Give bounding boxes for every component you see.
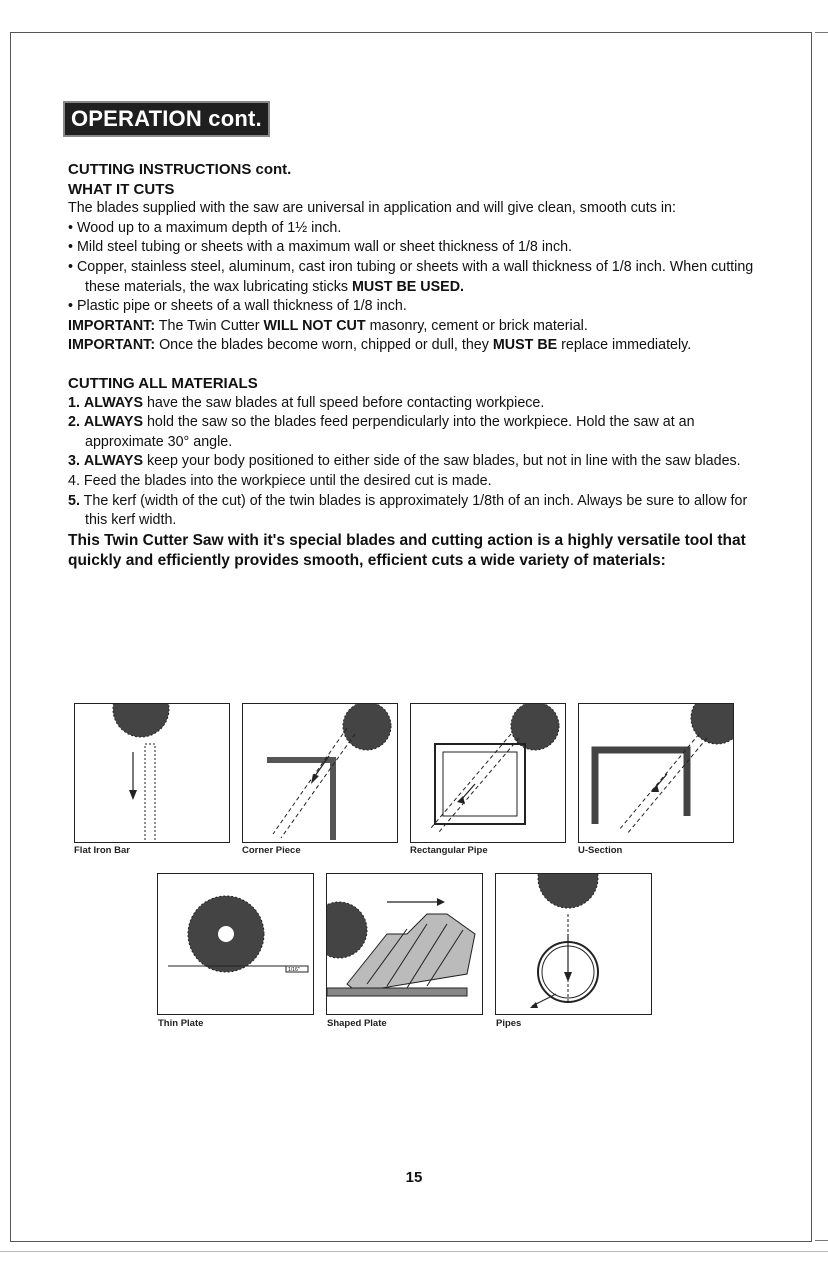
step-item xyxy=(68,394,768,414)
important-bold: MUST BE xyxy=(492,337,558,354)
step-item xyxy=(68,413,768,452)
step-bold: ALWAYS xyxy=(83,414,143,431)
important-note xyxy=(68,336,768,356)
figure-shaped-plate xyxy=(326,873,483,1015)
heading-cutting-instructions: CUTTING INSTRUCTIONS cont. xyxy=(68,161,292,178)
u-section-illustration xyxy=(579,704,733,842)
section-banner: OPERATION cont. xyxy=(63,101,270,137)
important-bold: WILL NOT CUT xyxy=(263,317,366,334)
pipes-illustration xyxy=(496,874,651,1014)
caption: Corner Piece xyxy=(242,845,301,856)
step-text: have the saw blades at full speed before contacting workpiece. xyxy=(142,394,545,411)
bullet-item xyxy=(68,258,768,297)
step-text: keep your body positioned to either side of the saw blades, but not in line with the saw blades. xyxy=(142,453,741,470)
important-label: IMPORTANT: xyxy=(68,317,156,334)
step-number: 5. xyxy=(68,492,80,509)
caption: Shaped Plate xyxy=(327,1018,387,1029)
crop-mark xyxy=(815,1240,828,1241)
figure-pipes xyxy=(495,873,652,1015)
page-number: 15 xyxy=(405,1169,423,1186)
summary-text: This Twin Cutter Saw with it's special blades and cutting action is a highly versatile tool that quickly and efficiently provides smooth, efficient cuts a wide variety of materials: xyxy=(68,531,746,569)
step-text: hold the saw so the blades feed perpendicularly into the workpiece. Hold the saw at an approximate 30° angle. xyxy=(85,414,695,450)
step-number: 3. xyxy=(68,453,80,470)
figure-u-section xyxy=(578,703,734,843)
important-text: masonry, cement or brick material. xyxy=(365,317,588,334)
step-number: 4. xyxy=(68,472,80,489)
caption: Flat Iron Bar xyxy=(74,845,130,856)
corner-piece-illustration xyxy=(243,704,397,842)
important-note xyxy=(68,317,768,337)
figure-thin-plate xyxy=(157,873,314,1015)
flat-iron-bar-illustration xyxy=(75,704,229,842)
step-text: The kerf (width of the cut) of the twin blades is approximately 1/8th of an inch. Always be sure to allow for this kerf width. xyxy=(79,492,748,529)
step-item xyxy=(68,472,768,492)
caption: Pipes xyxy=(496,1018,522,1029)
heading-what-it-cuts: WHAT IT CUTS xyxy=(68,180,175,198)
crop-mark xyxy=(815,32,828,33)
bullet-item: • Mild steel tubing or sheets with a maximum wall or sheet thickness of 1/8 inch. xyxy=(68,239,573,256)
thin-plate-label: 1/16" xyxy=(288,967,300,973)
step-item xyxy=(68,492,768,531)
step-bold: ALWAYS xyxy=(83,394,143,411)
caption: Thin Plate xyxy=(158,1018,204,1029)
bullet-item: • Wood up to a maximum depth of 1½ inch. xyxy=(68,219,342,236)
heading-cutting-all-materials: CUTTING ALL MATERIALS xyxy=(68,374,258,392)
important-label: IMPORTANT: xyxy=(68,337,156,354)
step-number: 2. xyxy=(68,414,80,431)
important-text: The Twin Cutter xyxy=(155,317,264,334)
instructions-body xyxy=(68,160,768,571)
caption: Rectangular Pipe xyxy=(410,845,488,856)
figure-flat-iron-bar xyxy=(74,703,230,843)
page-bottom-edge xyxy=(0,1251,828,1252)
figure-rectangular-pipe xyxy=(410,703,566,843)
rectangular-pipe-illustration xyxy=(411,704,565,842)
step-number: 1. xyxy=(68,394,80,411)
shaped-plate-illustration xyxy=(327,874,482,1014)
step-bold: ALWAYS xyxy=(83,453,143,470)
bullet-text: • Copper, stainless steel, aluminum, cast iron tubing or sheets with a wall thickness of 1/8 inch. When cutting these materials, the wax lubricating sticks xyxy=(68,258,754,295)
must-be-used: MUST BE USED. xyxy=(352,278,465,295)
thin-plate-illustration xyxy=(158,874,313,1014)
intro-text: The blades supplied with the saw are universal in application and will give clean, smooth cuts in: xyxy=(68,200,676,217)
step-text: Feed the blades into the workpiece until the desired cut is made. xyxy=(79,472,492,489)
figure-corner-piece xyxy=(242,703,398,843)
important-text: Once the blades become worn, chipped or dull, they xyxy=(155,337,493,354)
bullet-item: • Plastic pipe or sheets of a wall thickness of 1/8 inch. xyxy=(68,298,407,315)
step-item xyxy=(68,452,768,472)
important-text: replace immediately. xyxy=(557,337,692,354)
caption: U-Section xyxy=(578,845,623,856)
